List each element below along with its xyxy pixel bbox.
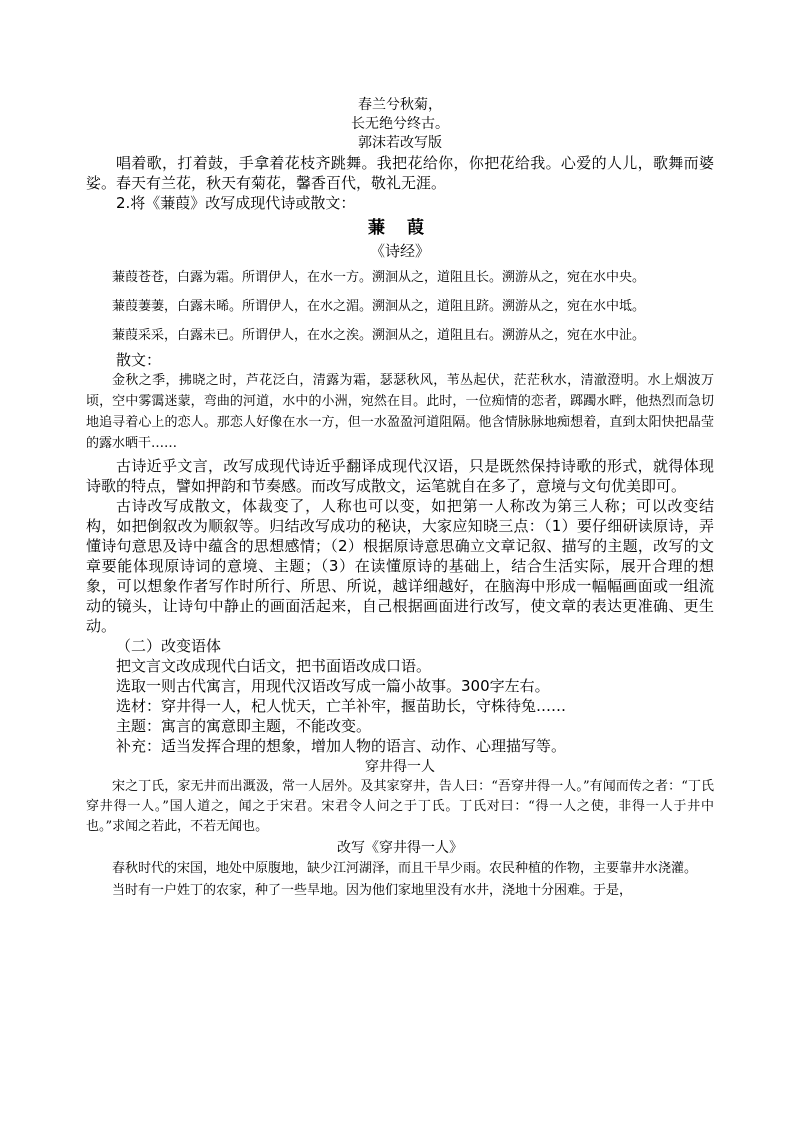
rewrite-paragraph-1: 春秋时代的宋国，地处中原腹地，缺少江河湖泽，而且干旱少雨。农民种植的作物，主要靠井水浇灌。: [112, 861, 698, 876]
story-text: 宋之丁氏，家无井而出溉汲，常一人居外。及其家穿井，告人曰：“吾穿井得一人。”有闻而传之者：“丁氏穿井得一人。”国人道之，闻之于宋君。宋君令人问之于丁氏。丁氏对曰：“得一人之使，非得一人于井中也。”求闻之若此，不若无闻也。: [86, 779, 714, 834]
prose-label: 散文：: [116, 351, 162, 369]
guo-version-text: 唱着歌，打着鼓，手拿着花枝齐跳舞。我把花给你，你把花给我。心爱的人儿，歌舞而婆娑。春天有兰花，秋天有菊花，馨香百代，敬礼无涯。: [86, 154, 714, 192]
supplement-text: 补充：适当发挥合理的想象，增加人物的语言、动作、心理描写等。: [116, 737, 567, 755]
material-text: 选材：穿井得一人，杞人忧天，亡羊补牢，揠苗助长，守株待兔……: [116, 697, 567, 715]
guo-version-title: 郭沫若改写版: [358, 135, 442, 151]
theme-text: 主题：寓言的寓意即主题，不能改变。: [116, 717, 372, 735]
jianjia-stanza: 蒹葭萋萋，白露未晞。所谓伊人，在水之湄。溯洄从之，道阻且跻。溯游从之，宛在水中坻。: [112, 299, 646, 314]
prose-text: 金秋之季，拂晓之时，芦花泛白，清露为霜，瑟瑟秋风，苇丛起伏，茫茫秋水，清澈澄明。水上烟波万顷，空中雾霭迷蒙，弯曲的河道，水中的小洲，宛然在目。此时，一位痴情的恋者，踯躅水畔，他热烈而急切地追寻着心上的恋人。那恋人好像在水一方，但一水盈盈河道阻隔。他含情脉脉地痴想着，直到太阳快把晶莹的露水晒干……: [86, 373, 714, 451]
section-2-desc: 把文言文改成现代白话文，把书面语改成口语。: [116, 657, 432, 675]
exercise-text: 选取一则古代寓言，用现代汉语改写成一篇小故事。300字左右。: [116, 677, 550, 695]
task-2: 2.将《蒹葭》改写成现代诗或散文：: [116, 194, 356, 212]
analysis-paragraph-1: 古诗近乎文言，改写成现代诗近乎翻译成现代汉语，只是既然保持诗歌的形式，就得体现诗歌的特点，譬如押韵和节奏感。而改写成散文，运笔就自在多了，意境与文句优美即可。: [86, 457, 714, 495]
rewrite-title: 改写《穿井得一人》: [337, 840, 463, 856]
jianjia-stanza: 蒹葭苍苍，白露为霜。所谓伊人，在水一方。溯洄从之，道阻且长。溯游从之，宛在水中央。: [112, 270, 646, 285]
jianjia-stanza: 蒹葭采采，白露未已。所谓伊人，在水之涘。溯洄从之，道阻且右。溯游从之，宛在水中沚。: [112, 328, 646, 343]
poem-line: 春兰兮秋菊，: [358, 97, 442, 113]
jianjia-source: 《诗经》: [369, 242, 430, 260]
poem-line: 长无绝兮终古。: [351, 116, 449, 132]
analysis-paragraph-2: 古诗改写成散文，体裁变了，人称也可以变，如把第一人称改为第三人称；可以改变结构，如把倒叙改为顺叙等。归结改写成功的秘诀，大家应知晓三点：（1）要仔细研读原诗，弄懂诗句意思及诗中蕴含的思想感情；（2）根据原诗意思确立文章记叙、描写的主题，改写的文章要能体现原诗词的意境、主题；（3）在读懂原诗的基础上，结合生活实际，展开合理的想象，可以想象作者写作时所行、所思、所说，越详细越好，在脑海中形成一幅幅画面或一组流动的镜头，让诗句中静止的画面活起来，自己根据画面进行改写，使文章的表达更准确、更生动。: [86, 497, 714, 635]
story-title: 穿井得一人: [365, 759, 435, 775]
rewrite-paragraph-2: 当时有一户姓丁的农家，种了一些旱地。因为他们家地里没有水井，浇地十分困难。于是，: [112, 883, 633, 898]
section-2-title: （二）改变语体: [116, 637, 222, 655]
jianjia-title: 蒹 葭: [368, 218, 432, 238]
document-page: [86, 96, 714, 902]
